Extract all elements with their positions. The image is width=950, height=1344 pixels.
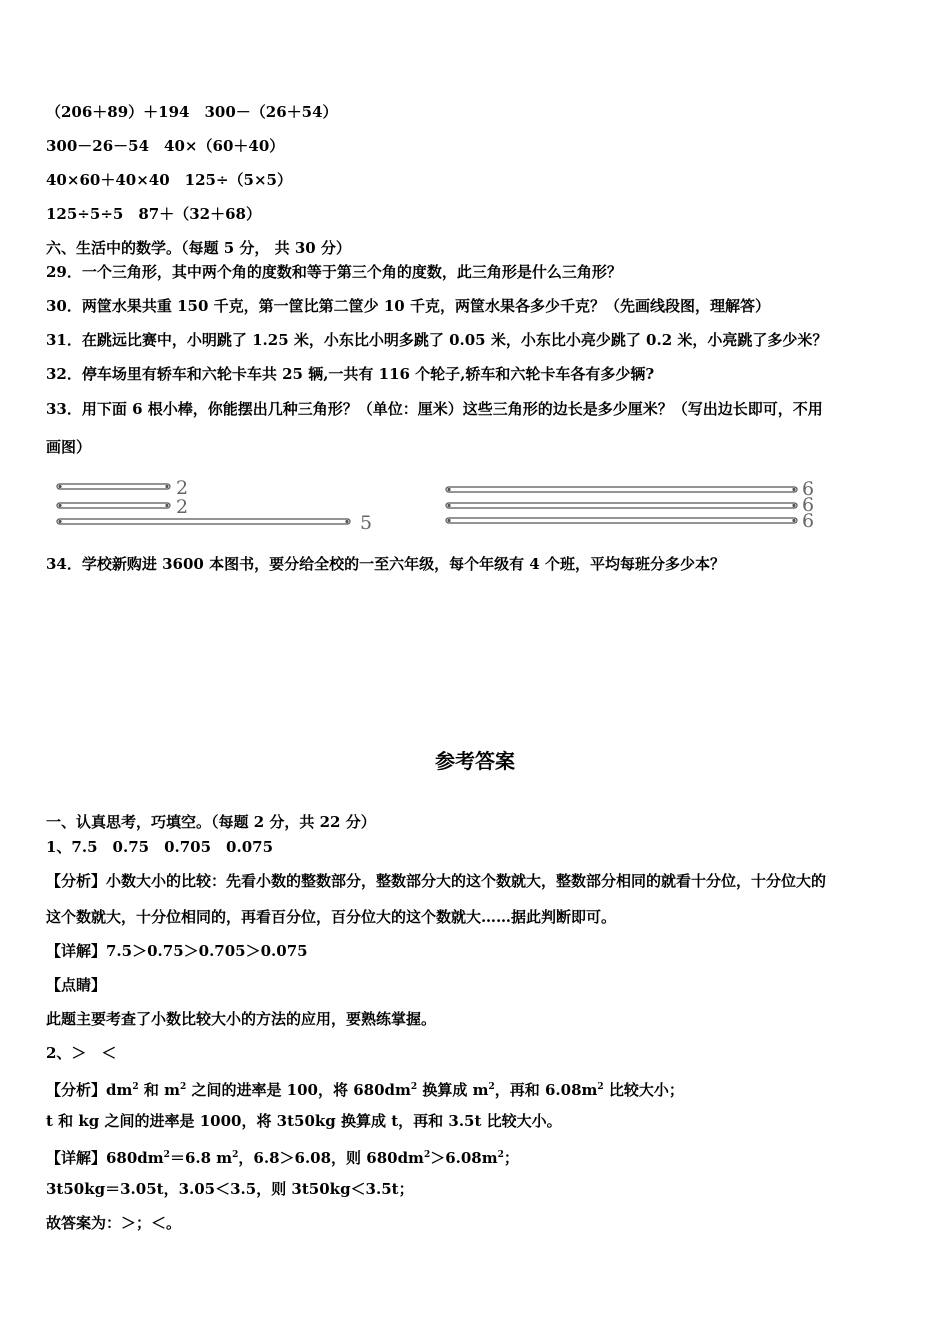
question-34: 34．学校新购进 3600 本图书，要分给全校的一至六年级，每个年级有 4 个班，平均每班分多少本？ xyxy=(46,555,725,573)
answer-1: 1、7.5 0.75 0.705 0.075 xyxy=(46,838,274,856)
question-33-line-1: 33．用下面 6 根小棒，你能摆出几种三角形？（单位：厘米）这些三角形的边长是多少厘米？（写出边长即可，不用 xyxy=(46,400,823,418)
stick-label-5: 5 xyxy=(360,512,373,534)
stick-5 xyxy=(57,519,350,524)
answer-1-detail: 【详解】7.5＞0.75＞0.705＞0.075 xyxy=(46,942,308,960)
answer-2-detail-line-2: 3t50kg＝3.05t，3.05＜3.5，则 3t50kg＜3.5t； xyxy=(46,1180,414,1198)
section-6-heading: 六、生活中的数学。（每题 5 分， 共 30 分） xyxy=(46,239,351,257)
answer-2-analysis-line-2: t 和 kg 之间的进率是 1000，将 3t50kg 换算成 t，再和 3.5t 比较大小。 xyxy=(46,1112,562,1130)
answer-1-point: 此题主要考查了小数比较大小的方法的应用，要熟练掌握。 xyxy=(46,1010,437,1028)
answer-key-title: 参考答案 xyxy=(435,749,515,773)
calc-line-3: 40×60＋40×40 125÷（5×5） xyxy=(46,171,292,189)
sticks-figure xyxy=(0,470,950,540)
stick-6-a xyxy=(446,487,797,492)
calc-line-2: 300－26－54 40×（60＋40） xyxy=(46,137,285,155)
question-29: 29．一个三角形，其中两个角的度数和等于第三个角的度数，此三角形是什么三角形？ xyxy=(46,263,622,281)
answer-2-detail-line-1: 【详解】$680dm^2=6.8$ $m^2$，6.8＞6.08，则 $680dm^2>6.08m^2$； xyxy=(46,1149,519,1167)
stick-6-c xyxy=(446,518,797,523)
answer-1-analysis-line-1: 【分析】小数大小的比较：先看小数的整数部分，整数部分大的这个数就大，整数部分相同的就看十分位，十分位大的 xyxy=(46,872,827,890)
question-31: 31．在跳远比赛中，小明跳了 1.25 米，小东比小明多跳了 0.05 米，小东比小亮少跳了 0.2 米，小亮跳了多少米？ xyxy=(46,331,828,349)
question-32: 32．停车场里有轿车和六轮卡车共 25 辆,一共有 116 个轮子,轿车和六轮卡车各有多少辆? xyxy=(46,365,655,383)
question-30: 30．两筐水果共重 150 千克，第一筐比第二筐少 10 千克，两筐水果各多少千克？（先画线段图，理解答） xyxy=(46,297,770,315)
calc-line-1: （206＋89）＋194 300－（26＋54） xyxy=(46,103,338,121)
answer-2-analysis-line-1: 【分析】$dm^2$ 和 $m^2$ 之间的进率是 100，将 $680dm^2$ 换算成 $m^2$，再和 $6.08m^2$ 比较大小； xyxy=(46,1081,684,1099)
answer-2: 2、＞ ＜ xyxy=(46,1044,117,1062)
stick-6-b xyxy=(446,503,797,508)
stick-label-6-b: 6 xyxy=(802,494,815,516)
stick-label-6-a: 6 xyxy=(802,478,815,500)
stick-label-6-c: 6 xyxy=(802,510,815,532)
stick-label-2-b: 2 xyxy=(176,496,189,518)
question-33-line-2: 画图） xyxy=(46,438,92,456)
answer-1-analysis-line-2: 这个数就大，十分位相同的，再看百分位，百分位大的这个数就大……据此判断即可。 xyxy=(46,908,617,926)
stick-2-b xyxy=(57,503,170,508)
answer-2-conclusion: 故答案为：＞；＜。 xyxy=(46,1214,182,1232)
stick-label-2-a: 2 xyxy=(176,477,189,499)
stick-2-a xyxy=(57,484,170,489)
answer-1-point-label: 【点睛】 xyxy=(46,976,107,994)
answer-section-1-heading: 一、认真思考，巧填空。（每题 2 分，共 22 分） xyxy=(46,813,376,831)
calc-line-4: 125÷5÷5 87＋（32＋68） xyxy=(46,205,261,223)
